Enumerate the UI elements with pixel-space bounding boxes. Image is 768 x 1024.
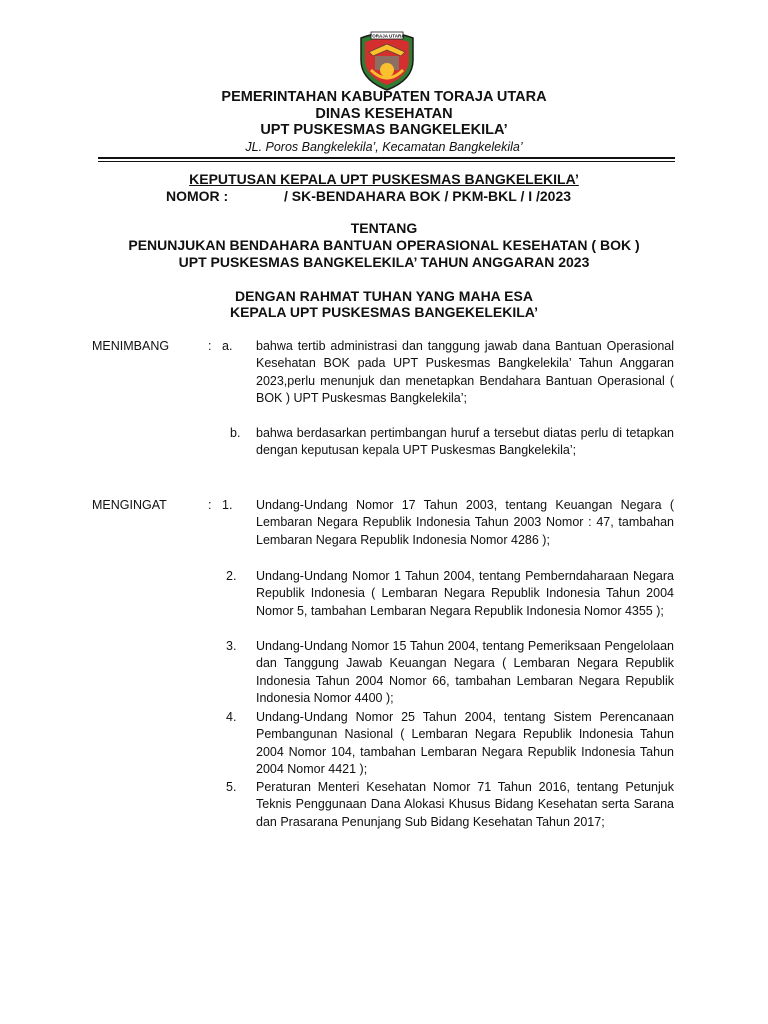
mengingat-marker-2: 2. <box>226 569 237 583</box>
mengingat-item-3: Undang-Undang Nomor 15 Tahun 2004, tentang Pemeriksaan Pengelolaan dan Tanggung Jawab Keuangan Negara ( Lembaran Negara Republik Indonesia Tahun 2004 Nomor 66, tambahan Lembaran Negara Republik Indonesia Nomor 4400 ); <box>256 639 674 706</box>
nomor-label: NOMOR : <box>166 188 229 204</box>
menimbang-label: MENIMBANG <box>92 339 170 353</box>
mengingat-label: MENGINGAT <box>92 498 167 512</box>
mengingat-item-2: Undang-Undang Nomor 1 Tahun 2004, tentang Pemberndaharaan Negara Republik Indonesia ( Lembaran Negara Republik Indonesia Tahun 2004 Nomor 5, tambahan Lembaran Negara Republik Indonesia Nomor 4355 ); <box>256 569 674 618</box>
mengingat-marker-5: 5. <box>226 780 237 794</box>
decree-title: KEPUTUSAN KEPALA UPT PUSKESMAS BANGKELEKILA’ <box>189 171 579 187</box>
header-agency: DINAS KESEHATAN <box>315 106 453 122</box>
subject-line-1: PENUNJUKAN BENDAHARA BANTUAN OPERASIONAL KESEHATAN ( BOK ) <box>128 237 640 253</box>
header-divider-thick <box>98 157 675 159</box>
kepala-line: KEPALA UPT PUSKESMAS BANGEKELEKILA’ <box>229 304 539 320</box>
mengingat-item-5: Peraturan Menteri Kesehatan Nomor 71 Tahun 2016, tentang Petunjuk Teknis Penggunaan Dana Alokasi Khusus Bidang Kesehatan serta Sarana dan Prasarana Penunjang Sub Bidang Kesehatan Tahun 2017; <box>256 780 674 829</box>
mengingat-marker-3: 3. <box>226 639 237 653</box>
regency-emblem-logo <box>355 30 419 92</box>
menimbang-marker-b: b. <box>230 426 241 440</box>
mengingat-item-1: Undang-Undang Nomor 17 Tahun 2003, tentang Keuangan Negara ( Lembaran Negara Republik Indonesia Tahun 2003 Nomor : 47, tambahan Lembaran Negara Republik Indonesia Nomor 4286 ); <box>256 498 674 547</box>
header-government: PEMERINTAHAN KABUPATEN TORAJA UTARA <box>221 89 547 105</box>
mengingat-marker-1: 1. <box>222 498 233 512</box>
header-puskesmas: UPT PUSKESMAS BANGKELEKILA’ <box>260 122 508 138</box>
mengingat-colon: : <box>208 498 212 512</box>
header-divider-thin <box>98 161 675 162</box>
mengingat-marker-4: 4. <box>226 710 237 724</box>
menimbang-colon: : <box>208 339 212 353</box>
rahmat-line: DENGAN RAHMAT TUHAN YANG MAHA ESA <box>235 288 533 304</box>
subject-line-2: UPT PUSKESMAS BANGKELEKILA’ TAHUN ANGGARAN 2023 <box>178 254 590 270</box>
menimbang-marker-a: a. <box>222 339 233 353</box>
header-address: JL. Poros Bangkelekila’, Kecamatan Bangkelekila’ <box>245 140 523 154</box>
menimbang-item-a: bahwa tertib administrasi dan tanggung jawab dana Bantuan Operasional Kesehatan BOK pada UPT Puskesmas Bangkelekila’ Tahun Anggaran 2023,perlu menunjuk dan menetapkan Bendahara Bantuan Operasional ( BOK ) UPT Puskesmas Bangkelekila’; <box>256 339 674 406</box>
nomor-value: / SK-BENDAHARA BOK / PKM-BKL / I /2023 <box>284 188 572 204</box>
mengingat-item-4: Undang-Undang Nomor 25 Tahun 2004, tentang Sistem Perencanaan Pembangunan Nasional ( Lembaran Negara Republik Indonesia Tahun 2004 Nomor 104, tambahan Lembaran Negara Republik Indonesia Tahun 2004 Nomor 4421 ); <box>256 710 674 777</box>
menimbang-item-b: bahwa berdasarkan pertimbangan huruf a tersebut diatas perlu di tetapkan dengan keputusan kepala UPT Puskesmas Bangkelekila’; <box>256 426 674 458</box>
tentang-heading: TENTANG <box>350 220 418 236</box>
logo-text: TORAJA UTARA <box>369 33 405 39</box>
decree-title-wrap <box>0 170 768 188</box>
